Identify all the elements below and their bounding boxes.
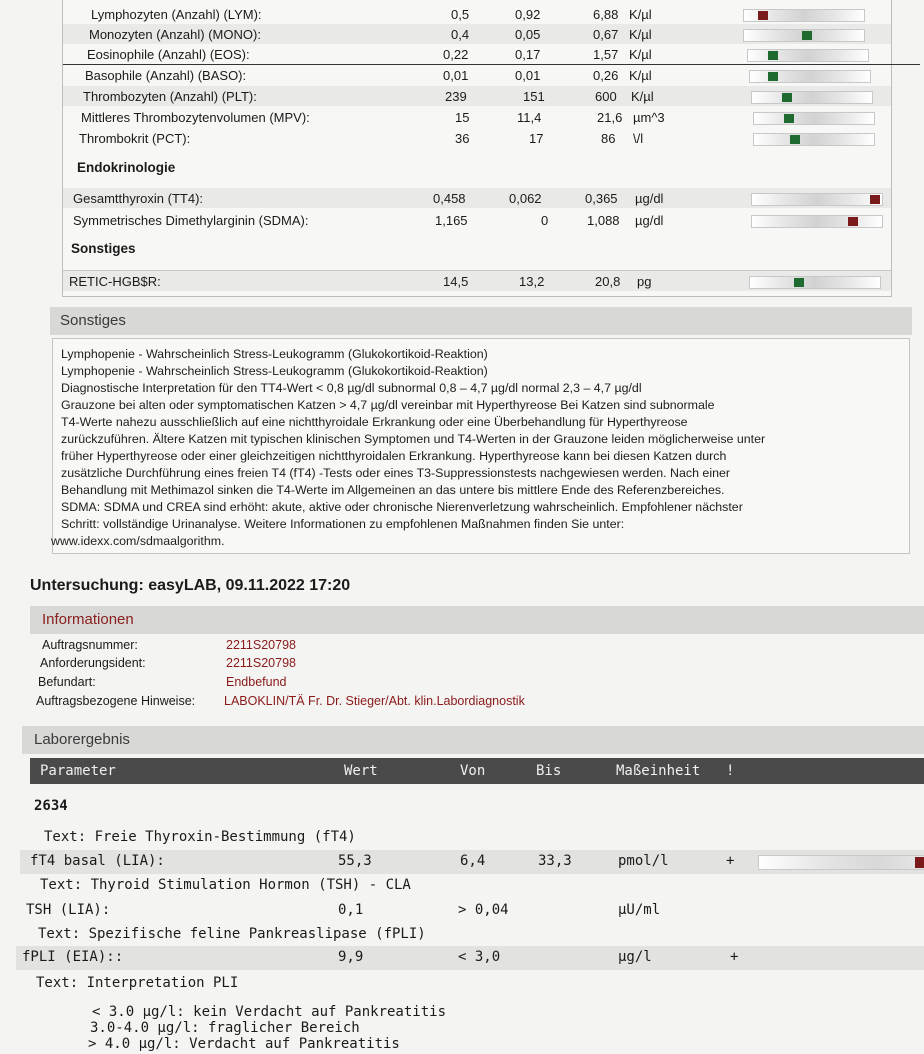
comment-line: früher Hyperthyreose oder einer gleichzeitigen nichtthyroidalen Erkrankung. Hyperthyreose kann bei diesen Katzen durch [61,449,727,463]
ref-to: 6,88 [593,7,619,22]
param-value: 36 [455,131,470,146]
comment-line: T4-Werte nahezu ausschließlich auf eine nichtthyroidale Erkrankung oder eine Überbehandlung für Hyperthyreose [61,415,688,429]
info-value: Endbefund [226,675,287,689]
unit: µg/dl [635,191,664,206]
section-title: Informationen [42,611,134,628]
comment-line: Behandlung mit Methimazol sinken die T4-Werte im Allgemeinen an das untere bis mittlere Ende des Referenzbereiches. [61,483,725,497]
param-name: Gesamtthyroxin (TT4): [73,191,204,206]
param-name: Basophile (Anzahl) (BASO): [85,68,247,83]
range-bar [747,49,869,62]
result-value: 9,9 [338,949,364,965]
range-marker [784,114,794,123]
table-row [63,210,891,230]
section-title: Laborergebnis [34,731,130,748]
ref-from: 0,05 [515,27,541,42]
range-marker [768,72,778,81]
ref-to: 20,8 [595,274,621,289]
unit: \/l [633,131,644,146]
range-marker [758,11,768,20]
table-row [63,188,891,208]
unit: K/µl [629,7,652,22]
comment-line: Diagnostische Interpretation für den TT4-Wert < 0,8 µg/dl subnormal 0,8 – 4,7 µg/dl normal 2,3 – 4,7 µg/dl [61,381,642,395]
ref-from: 0,17 [515,47,541,62]
ref-to: 0,26 [593,68,619,83]
comment-line: zurückzuführen. Ältere Katzen mit typischen klinischen Symptomen und T4-Werten in der Grauzone leiden möglicherweise unter [61,432,766,446]
ref-from: 0,92 [515,7,541,22]
param-value: 0,22 [443,47,469,62]
range-marker [848,217,858,226]
exam-title: Untersuchung: easyLAB, 09.11.2022 17:20 [30,577,351,594]
param-name: Thrombokrit (PCT): [79,131,191,146]
section-header-informationen [30,606,924,634]
range-bar [753,133,875,146]
ref-to: 0,67 [593,27,619,42]
ref-from: 13,2 [519,274,545,289]
result-text: Text: Spezifische feline Pankreaslipase (fPLI) [38,926,426,942]
range-bar [743,29,865,42]
comment-line: zusätzliche Durchführung eines freien T4 (fT4) -Tests oder eines T3-Suppressionstests nachgewiesen werden. Nach einer [61,466,730,480]
result-name: TSH (LIA): [26,902,111,918]
group-number: 2634 [34,798,68,814]
result-from: < 3,0 [458,949,501,965]
ref-to: 21,6 [597,110,623,125]
comment-line: www.idexx.com/sdmaalgorithm. [51,534,225,548]
col-bis: Bis [536,763,562,779]
range-bar [751,215,883,228]
info-label: Befundart: [38,675,96,689]
range-marker [782,93,792,102]
section-title-endokrinologie: Endokrinologie [77,160,176,175]
range-marker [790,135,800,144]
table-row [63,86,891,106]
interpretation-line: < 3.0 µg/l: kein Verdacht auf Pankreatitis [92,1004,447,1020]
result-flag: + [726,853,735,869]
param-name: Thrombozyten (Anzahl) (PLT): [83,89,257,104]
param-name: Mittleres Thrombozytenvolumen (MPV): [81,110,310,125]
col-parameter: Parameter [40,763,116,779]
divider [700,64,920,65]
range-bar [743,9,865,22]
range-bar [758,855,924,870]
interpretation-line: > 4.0 µg/l: Verdacht auf Pankreatitis [88,1036,400,1052]
ref-from: 11,4 [517,110,542,125]
comment-line: Schritt: vollständige Urinanalyse. Weitere Informationen zu empfohlenen Maßnahmen finden Sie unter: [61,517,625,531]
result-value: 55,3 [338,853,372,869]
ref-from: 17 [529,131,544,146]
result-name: fPLI (EIA):: [22,949,124,965]
comment-line: Grauzone bei alten oder symptomatischen Katzen > 4,7 µg/dl vereinbar mit Hyperthyreose Bei Katzen sind subnormale [61,398,715,412]
info-label: Auftragsnummer: [42,638,138,652]
comment-line: Lymphopenie - Wahrscheinlich Stress-Leukogramm (Glukokortikoid-Reaktion) [61,364,488,378]
table-row [63,128,891,148]
result-unit: µg/l [618,949,652,965]
table-row [63,65,891,85]
param-name: RETIC-HGB$R: [69,274,161,289]
ref-to: 1,57 [593,47,619,62]
param-value: 1,165 [435,213,468,228]
table-row [63,270,891,291]
comment-line: SDMA: SDMA und CREA sind erhöht: akute, aktive oder chronische Nierenverletzung wahrscheinlich. Empfohlener nächster [61,500,743,514]
table-row [63,24,891,44]
param-name: Lymphozyten (Anzahl) (LYM): [91,7,262,22]
result-text: Text: Thyroid Stimulation Hormon (TSH) - CLA [40,877,411,893]
info-label: Anforderungsident: [40,656,146,670]
results-header [30,758,924,784]
result-name: fT4 basal (LIA): [30,853,165,869]
range-marker [794,278,804,287]
info-value: 2211S20798 [226,656,296,670]
ref-from: 0 [541,213,549,228]
unit: pg [637,274,652,289]
info-label: Auftragsbezogene Hinweise: [36,694,196,708]
section-title-sonstiges: Sonstiges [71,241,136,256]
param-name: Monozyten (Anzahl) (MONO): [89,27,261,42]
ref-from: 0,062 [509,191,542,206]
table-row [63,107,891,127]
param-value: 0,458 [433,191,466,206]
unit: K/µl [629,47,652,62]
section-header-laborergebnis [22,726,924,754]
ref-from: 0,01 [515,68,541,83]
unit: K/µl [629,27,652,42]
ref-to: 0,365 [585,191,618,206]
ref-from: 151 [523,89,545,104]
comment-box [52,338,910,554]
ref-to: 1,088 [587,213,620,228]
range-marker [870,195,880,204]
ref-to: 86 [601,131,616,146]
comment-line: Lymphopenie - Wahrscheinlich Stress-Leukogramm (Glukokortikoid-Reaktion) [61,347,488,361]
range-marker [802,31,812,40]
result-text: Text: Interpretation PLI [36,975,239,991]
lab-results-table [62,0,892,297]
result-from: > 0,04 [458,902,509,918]
unit: µg/dl [635,213,664,228]
range-bar [749,70,871,83]
range-marker [768,51,778,60]
result-text: Text: Freie Thyroxin-Bestimmung (fT4) [44,829,356,845]
range-marker [915,857,924,868]
result-unit: pmol/l [618,853,669,869]
section-title: Sonstiges [60,312,126,329]
range-bar [749,276,881,289]
table-row [63,4,891,24]
unit: µm^3 [633,110,665,125]
interpretation-line: 3.0-4.0 µg/l: fraglicher Bereich [90,1020,360,1036]
param-name: Eosinophile (Anzahl) (EOS): [87,47,250,62]
param-value: 239 [445,89,467,104]
ref-to: 600 [595,89,617,104]
section-header-sonstiges [50,307,912,335]
range-bar [751,193,883,206]
param-value: 0,5 [451,7,470,22]
col-wert: Wert [344,763,378,779]
result-value: 0,1 [338,902,364,918]
param-value: 0,01 [443,68,469,83]
col-flag: ! [726,763,735,779]
param-value: 14,5 [443,274,469,289]
col-von: Von [460,763,486,779]
param-name: Symmetrisches Dimethylarginin (SDMA): [73,213,309,228]
range-bar [753,112,875,125]
range-bar [751,91,873,104]
unit: K/µl [629,68,652,83]
result-to: 33,3 [538,853,572,869]
result-unit: µU/ml [618,902,661,918]
result-flag: + [730,949,739,965]
col-masseinheit: Maßeinheit [616,763,701,779]
info-value: 2211S20798 [226,638,296,652]
param-value: 0,4 [451,27,470,42]
info-value: LABOKLIN/TÄ Fr. Dr. Stieger/Abt. klin.Labordiagnostik [224,694,525,708]
result-from: 6,4 [460,853,486,869]
param-value: 15 [455,110,470,125]
unit: K/µl [631,89,654,104]
